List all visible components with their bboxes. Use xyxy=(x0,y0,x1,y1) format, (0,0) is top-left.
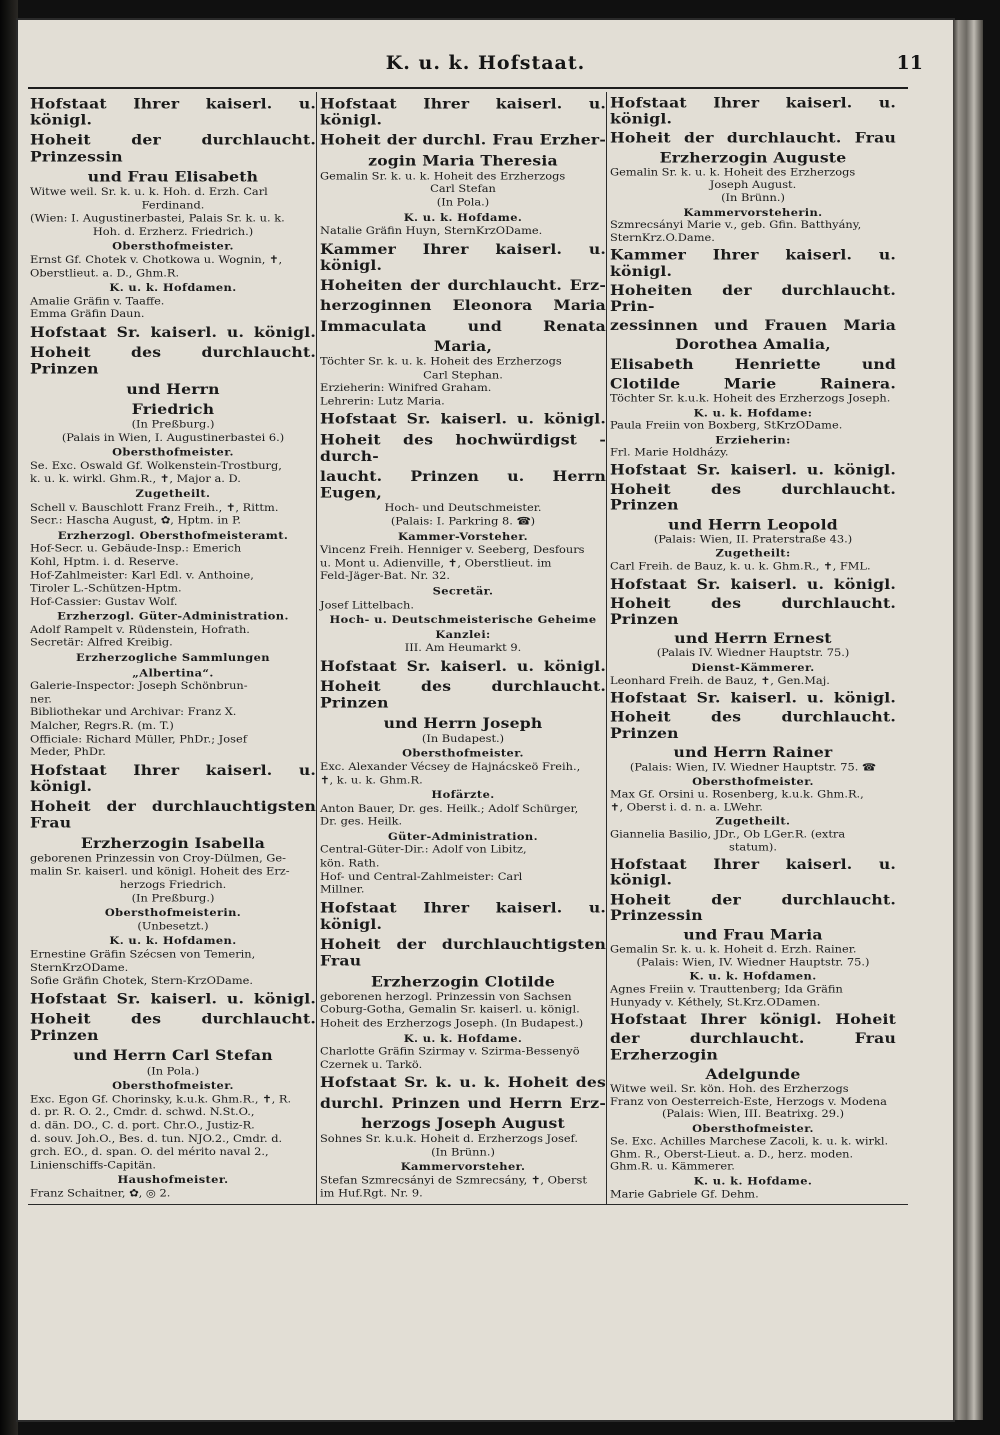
entry-title-line: Hofstaat Sr. k. u. k. Hoheit des xyxy=(320,1074,606,1092)
section-heading: Zugetheilt. xyxy=(715,815,791,828)
entry-title-line: Erzherzogin Clotilde xyxy=(371,972,555,990)
section-heading: Obersthofmeister. xyxy=(692,1122,814,1135)
entry-text-line: Schell v. Bauschlott Franz Freih., ✝, Rittm. xyxy=(30,500,279,514)
section-heading: Erzherzogliche Sammlungen xyxy=(76,651,270,664)
entry-text-line: Hoch- und Deutschmeister. xyxy=(384,501,542,515)
entry-text-line: Szmrecsányi Marie v., geb. Gfin. Batthyány, xyxy=(610,218,862,231)
entry-text-line: Ernestine Gräfin Szécsen von Temerin, xyxy=(30,947,256,961)
entry-text-line: Gemalin Sr. k. u. k. Hoheit des Erzherzogs xyxy=(320,169,566,182)
entry-text-line: Exc. Egon Gf. Chorinsky, k.u.k. Ghm.R., ✝, R. xyxy=(30,1092,292,1105)
entry-text-line: Hoheit des Erzherzogs Joseph. (In Budapest.) xyxy=(320,1016,584,1030)
entry-text-line: Coburg-Gotha, Gemalin Sr. kaiserl. u. königl. xyxy=(320,1003,580,1016)
entry-text-line: SternKrz.O.Dame. xyxy=(610,231,715,244)
entry-text-line: Hof- und Central-Zahlmeister: Carl xyxy=(320,869,523,883)
entry-text-line: Dr. ges. Heilk. xyxy=(320,814,403,828)
entry-title-line: Hoheit des durchlaucht. Prinzen xyxy=(30,343,316,378)
entry-title-line: und Herrn Leopold xyxy=(668,516,838,533)
section-heading: Dienst-Kämmerer. xyxy=(691,661,815,674)
entry-title-line: Erzherzogin Auguste xyxy=(659,149,847,166)
entry-text-line: Linienschiffs-Capitän. xyxy=(30,1158,157,1171)
entry-text-line: (In Brünn.) xyxy=(721,191,785,204)
entry-title-line: durchl. Prinzen und Herrn Erz- xyxy=(320,1094,606,1112)
entry-title-line: Hofstaat Sr. kaiserl. u. königl. xyxy=(320,410,606,428)
entry-title-line: Hoheit der durchlaucht. Prinzessin xyxy=(610,891,896,924)
entry-title-line: herzoginnen Eleonora Maria xyxy=(320,296,606,315)
entry-text-line: (Palais IV. Wiedner Hauptstr. 75.) xyxy=(656,646,850,659)
entry-text-line: Töchter Sr. k.u.k. Hoheit des Erzherzogs Joseph. xyxy=(610,391,891,405)
entry-text-line: Max Gf. Orsini u. Rosenberg, k.u.k. Ghm.R., xyxy=(610,787,864,801)
section-heading: Haushofmeister. xyxy=(117,1173,229,1186)
entry-title-line: Hoheit des durchlaucht. Prinzen xyxy=(610,708,896,742)
entry-title-line: Hoheit des durchlaucht. Prinzen xyxy=(610,480,896,514)
section-heading: Erzieherin: xyxy=(715,433,791,446)
entry-text-line: Tiroler L.-Schützen-Hptm. xyxy=(30,581,182,595)
entry-text-line: d. pr. R. O. 2., Cmdr. d. schwd. N.St.O., xyxy=(30,1105,255,1119)
entry-title-line: Hofstaat Sr. kaiserl. u. königl. xyxy=(610,689,896,706)
entry-title-line: Hoheiten der durchlaucht. Prin- xyxy=(610,281,896,315)
entry-text-line: Carl Stefan xyxy=(430,182,496,196)
entry-text-line: (Palais: Wien, IV. Wiedner Hauptstr. 75.) xyxy=(636,955,870,968)
section-heading: Zugetheilt. xyxy=(135,487,211,500)
entry-title-line: der durchlaucht. Frau Erzherzogin xyxy=(610,1030,896,1063)
book-page xyxy=(18,20,953,1420)
entry-title-line: Hofstaat Ihrer kaiserl. u. königl. xyxy=(320,898,606,933)
entry-text-line: Emma Gräfin Daun. xyxy=(30,307,145,321)
entry-text-line: Leonhard Freih. de Bauz, ✝, Gen.Maj. xyxy=(610,673,830,687)
entry-text-line: Ghm. R., Oberst-Lieut. a. D., herz. moden. xyxy=(610,1147,854,1160)
entry-title-line: Hoheit des hochwürdigst - durch- xyxy=(320,430,606,465)
section-heading: Hofärzte. xyxy=(431,788,495,802)
entry-text-line: Ghm.R. u. Kämmerer. xyxy=(610,1160,735,1173)
entry-text-line: grch. EO., d. span. O. del mérito naval 2., xyxy=(30,1144,269,1158)
entry-text-line: Vincenz Freih. Henniger v. Seeberg, Desfours xyxy=(320,542,585,556)
section-heading: K. u. k. Hofdame. xyxy=(693,1174,813,1188)
column-middle xyxy=(320,92,606,1200)
entry-text-line: d. dän. DO., C. d. port. Chr.O., Justiz-R. xyxy=(30,1118,255,1132)
entry-text-line: Witwe weil. Sr. k. u. k. Hoh. d. Erzh. Carl xyxy=(30,185,268,198)
entry-title-line: Hofstaat Ihrer kaiserl. u. königl. xyxy=(610,94,896,128)
entry-title-line: Hoheit der durchlauchtigsten Frau xyxy=(30,797,316,832)
section-heading: K. u. k. Hofdame: xyxy=(693,406,813,419)
entry-text-line: Carl Freih. de Bauz, k. u. k. Ghm.R., ✝, FML. xyxy=(610,560,871,573)
entry-text-line: (Palais: Wien, II. Praterstraße 43.) xyxy=(653,532,853,546)
section-heading: Zugetheilt: xyxy=(715,547,791,560)
entry-text-line: Galerie-Inspector: Joseph Schönbrun- xyxy=(30,679,248,692)
entry-title-line: Hofstaat Sr. kaiserl. u. königl. xyxy=(610,461,896,479)
entry-text-line: SternKrzODame. xyxy=(30,960,129,974)
section-heading: Kammervorsteher. xyxy=(400,1160,526,1173)
entry-text-line: Ferdinand. xyxy=(141,198,205,212)
running-head: K. u. k. Hofstaat. xyxy=(385,52,586,74)
entry-text-line: (Palais: I. Parkring 8. ☎) xyxy=(390,514,536,528)
section-heading: K. u. k. Hofdamen. xyxy=(109,281,237,294)
header-rule xyxy=(28,87,908,89)
entry-title-line: Hofstaat Ihrer königl. Hoheit xyxy=(610,1010,896,1028)
entry-text-line: malin Sr. kaiserl. und königl. Hoheit des Erz- xyxy=(30,864,290,878)
entry-title-line: Hofstaat Sr. kaiserl. u. königl. xyxy=(30,323,316,341)
page-number: 11 xyxy=(896,52,923,74)
entry-title-line: zogin Maria Theresia xyxy=(368,151,558,169)
entry-title-line: Hofstaat Ihrer kaiserl. u. königl. xyxy=(30,761,316,795)
entry-text-line: (In Pola.) xyxy=(146,1063,200,1077)
section-heading: Kammer-Vorsteher. xyxy=(397,529,529,543)
section-heading: Obersthofmeister. xyxy=(112,445,234,459)
entry-text-line: Paula Freiin von Boxberg, StKrzODame. xyxy=(610,419,843,432)
entry-title-line: und Herrn Rainer xyxy=(673,743,833,761)
section-heading: Kanzlei: xyxy=(435,628,491,641)
entry-title-line: Hofstaat Sr. kaiserl. u. königl. xyxy=(320,657,606,675)
entry-text-line: Josef Littelbach. xyxy=(320,597,415,611)
entry-text-line: Charlotte Gräfin Szirmay v. Szirma-Bessenyö xyxy=(320,1044,580,1058)
entry-text-line: geborenen herzogl. Prinzessin von Sachsen xyxy=(320,989,572,1003)
entry-text-line: Feld-Jäger-Bat. Nr. 32. xyxy=(320,569,450,583)
entry-title-line: zessinnen und Frauen Maria xyxy=(610,317,896,334)
section-heading: Obersthofmeister. xyxy=(112,239,234,253)
entry-text-line: k. u. k. wirkl. Ghm.R., ✝, Major a. D. xyxy=(30,472,241,485)
entry-text-line: Anton Bauer, Dr. ges. Heilk.; Adolf Schürger, xyxy=(320,801,579,815)
entry-text-line: Adolf Rampelt v. Rüdenstein, Hofrath. xyxy=(30,622,250,636)
entry-text-line: kön. Rath. xyxy=(320,856,380,870)
entry-title-line: Dorothea Amalia, xyxy=(675,336,831,354)
entry-text-line: Se. Exc. Oswald Gf. Wolkenstein-Trostburg, xyxy=(30,459,282,472)
entry-title-line: und Frau Elisabeth xyxy=(87,167,259,185)
entry-text-line: Secr.: Hascha August, ✿, Hptm. in P. xyxy=(30,513,241,527)
book-spine-shadow xyxy=(0,0,18,1435)
entry-title-line: Friedrich xyxy=(131,400,215,418)
section-heading: Güter-Administration. xyxy=(388,829,538,843)
entry-title-line: Hoheit der durchlauchtigsten Frau xyxy=(320,935,606,970)
entry-title-line: Kammer Ihrer kaiserl. u. königl. xyxy=(320,239,606,274)
entry-title-line: Hoheit der durchl. Frau Erzher- xyxy=(320,131,606,149)
entry-text-line: ✝, k. u. k. Ghm.R. xyxy=(320,773,423,786)
entry-text-line: Giannelia Basilio, JDr., Ob LGer.R. (extra xyxy=(610,827,846,840)
entry-title-line: Elisabeth Henriette und xyxy=(610,355,896,373)
entry-text-line: Carl Stephan. xyxy=(423,367,503,381)
entry-text-line: (Wien: I. Augustinerbastei, Palais Sr. k. u. k. xyxy=(30,211,285,225)
section-heading: Obersthofmeister. xyxy=(402,746,524,760)
entry-title-line: laucht. Prinzen u. Herrn Eugen, xyxy=(320,467,606,502)
entry-text-line: (In Budapest.) xyxy=(421,731,505,745)
entry-title-line: Hofstaat Ihrer kaiserl. u. königl. xyxy=(610,855,896,889)
entry-text-line: Natalie Gräfin Huyn, SternKrzODame. xyxy=(320,223,543,237)
entry-text-line: Stefan Szmrecsányi de Szmrecsány, ✝, Oberst xyxy=(320,1173,587,1187)
section-heading: Kammervorsteherin. xyxy=(683,205,823,219)
entry-text-line: (Palais: Wien, IV. Wiedner Hauptstr. 75. ☎ xyxy=(629,760,877,773)
column-divider-2 xyxy=(606,92,607,1204)
entry-title-line: Hoheiten der durchlaucht. Erz- xyxy=(320,276,606,294)
entry-text-line: Meder, PhDr. xyxy=(30,745,106,758)
entry-text-line: Kohl, Hptm. i. d. Reserve. xyxy=(30,555,179,568)
entry-text-line: Bibliothekar und Archivar: Franz X. xyxy=(30,705,237,719)
entry-text-line: Hof-Secr. u. Gebäude-Insp.: Emerich xyxy=(30,541,242,555)
entry-text-line: (Palais in Wien, I. Augustinerbastei 6.) xyxy=(61,430,285,444)
entry-title-line: und Herrn Ernest xyxy=(674,630,832,647)
entry-text-line: Oberstlieut. a. D., Ghm.R. xyxy=(30,266,180,279)
entry-text-line: Se. Exc. Achilles Marchese Zacoli, k. u. k. wirkl. xyxy=(610,1134,889,1148)
entry-text-line: (In Preßburg.) xyxy=(131,891,215,904)
entry-title-line: Kammer Ihrer kaiserl. u. königl. xyxy=(610,246,896,280)
section-heading: „Albertina“. xyxy=(132,666,214,679)
entry-title-line: und Herrn xyxy=(126,380,220,398)
entry-text-line: Sohnes Sr. k.u.k. Hoheit d. Erzherzogs Josef. xyxy=(320,1131,578,1145)
entry-text-line: (In Preßburg.) xyxy=(131,417,215,431)
section-heading: Obersthofmeister. xyxy=(692,775,814,788)
entry-text-line: Secretär: Alfred Kreibig. xyxy=(30,636,173,649)
entry-title-line: Hofstaat Ihrer kaiserl. u. königl. xyxy=(320,94,606,129)
entry-title-line: Clotilde Marie Rainera. xyxy=(610,375,896,392)
entry-text-line: Central-Güter-Dir.: Adolf von Libitz, xyxy=(320,843,527,856)
entry-title-line: Hoheit des durchlaucht. Prinzen xyxy=(610,594,896,628)
entry-text-line: Franz von Oesterreich-Este, Herzogs v. Modena xyxy=(610,1095,887,1108)
entry-text-line: Hof-Cassier: Gustav Wolf. xyxy=(30,594,178,608)
entry-text-line: Amalie Gräfin v. Taaffe. xyxy=(30,294,165,308)
entry-text-line: Agnes Freiin v. Trauttenberg; Ida Gräfin xyxy=(610,982,843,996)
entry-text-line: (In Pola.) xyxy=(436,195,490,209)
entry-text-line: ner. xyxy=(30,692,52,706)
entry-title-line: Hofstaat Ihrer kaiserl. u. königl. xyxy=(30,94,316,129)
entry-text-line: herzogs Friedrich. xyxy=(119,878,227,891)
section-heading: Erzherzogl. Güter-Administration. xyxy=(57,609,289,623)
entry-text-line: (In Brünn.) xyxy=(431,1145,495,1158)
entry-title-line: Hofstaat Sr. kaiserl. u. königl. xyxy=(610,575,896,593)
entry-title-line: Erzherzogin Isabella xyxy=(80,834,266,852)
entry-text-line: im Huf.Rgt. Nr. 9. xyxy=(320,1186,423,1200)
entry-text-line: Malcher, Regrs.R. (m. T.) xyxy=(30,718,174,732)
entry-title-line: herzogs Joseph August xyxy=(361,1114,565,1132)
entry-text-line: Joseph August. xyxy=(709,178,797,191)
entry-text-line: Gemalin Sr. k. u. k. Hoheit des Erzherzogs xyxy=(610,165,856,179)
entry-title-line: und Frau Maria xyxy=(683,926,823,943)
entry-text-line: Marie Gabriele Gf. Dehm. xyxy=(610,1187,759,1200)
column-divider-1 xyxy=(316,92,317,1204)
entry-text-line: (Palais: Wien, III. Beatrixg. 29.) xyxy=(661,1107,845,1120)
entry-title-line: Maria, xyxy=(433,337,493,355)
section-heading: K. u. k. Hofdame. xyxy=(403,210,523,224)
entry-text-line: (Unbesetzt.) xyxy=(137,919,209,933)
entry-title-line: und Herrn Carl Stefan xyxy=(73,1046,273,1064)
entry-text-line: statum). xyxy=(729,840,777,853)
entry-text-line: u. Mont u. Adienville, ✝, Oberstlieut. im xyxy=(320,556,552,569)
entry-text-line: Ernst Gf. Chotek v. Chotkowa u. Wognin, ✝, xyxy=(30,252,283,266)
entry-text-line: Hunyady v. Kéthely, St.Krz.ODamen. xyxy=(610,995,821,1008)
entry-text-line: geborenen Prinzessin von Croy-Dülmen, Ge- xyxy=(30,851,286,865)
entry-text-line: Erzieherin: Winifred Graham. xyxy=(320,381,492,394)
section-heading: K. u. k. Hofdame. xyxy=(403,1031,523,1045)
entry-title-line: Hoheit des durchlaucht. Prinzen xyxy=(320,677,606,712)
section-heading: Erzherzogl. Obersthofmeisteramt. xyxy=(57,528,289,542)
entry-text-line: Töchter Sr. k. u. k. Hoheit des Erzherzogs xyxy=(320,354,562,368)
entry-text-line: Officiale: Richard Müller, PhDr.; Josef xyxy=(30,732,247,745)
section-heading: K. u. k. Hofdamen. xyxy=(109,934,237,948)
entry-title-line: Adelgunde xyxy=(705,1065,801,1083)
section-heading: Hoch- u. Deutschmeisterische Geheime xyxy=(329,612,597,626)
entry-text-line: Exc. Alexander Vécsey de Hajnácskeö Freih., xyxy=(320,759,581,773)
entry-text-line: Hof-Zahlmeister: Karl Edl. v. Anthoine, xyxy=(30,568,254,581)
entry-text-line: Lehrerin: Lutz Maria. xyxy=(320,394,445,408)
section-heading: Obersthofmeisterin. xyxy=(104,906,242,919)
section-heading: K. u. k. Hofdamen. xyxy=(689,970,817,983)
entry-title-line: Hoheit des durchlaucht. Prinzen xyxy=(30,1010,316,1044)
entry-text-line: Czernek u. Tarkö. xyxy=(320,1058,423,1071)
entry-text-line: Hoh. d. Erzherz. Friedrich.) xyxy=(92,224,254,238)
column-left xyxy=(30,92,316,1200)
entry-text-line: Sofie Gräfin Chotek, Stern-KrzODame. xyxy=(30,974,254,987)
entry-text-line: Witwe weil. Sr. kön. Hoh. des Erzherzogs xyxy=(610,1082,849,1095)
entry-text-line: Gemalin Sr. k. u. k. Hoheit d. Erzh. Rainer. xyxy=(610,942,857,956)
entry-title-line: Hoheit der durchlaucht. Prinzessin xyxy=(30,131,316,165)
page-edge xyxy=(953,20,983,1420)
entry-title-line: Immaculata und Renata xyxy=(320,317,606,335)
section-heading: Obersthofmeister. xyxy=(112,1078,234,1092)
entry-text-line: Franz Schaitner, ✿, ◎ 2. xyxy=(30,1186,171,1200)
entry-text-line: III. Am Heumarkt 9. xyxy=(404,641,522,654)
bottom-rule xyxy=(28,1204,908,1205)
entry-text-line: d. souv. Joh.O., Bes. d. tun. NJO.2., Cmdr. d. xyxy=(30,1131,283,1145)
entry-title-line: Hoheit der durchlaucht. Frau xyxy=(610,129,896,147)
entry-title-line: und Herrn Joseph xyxy=(383,714,543,732)
section-heading: Secretär. xyxy=(432,584,494,598)
column-right xyxy=(610,92,896,1200)
entry-text-line: Frl. Marie Holdházy. xyxy=(610,446,729,459)
entry-title-line: Hofstaat Sr. kaiserl. u. königl. xyxy=(30,989,316,1008)
entry-text-line: ✝, Oberst i. d. n. a. LWehr. xyxy=(610,800,763,813)
entry-text-line: Millner. xyxy=(320,882,365,896)
